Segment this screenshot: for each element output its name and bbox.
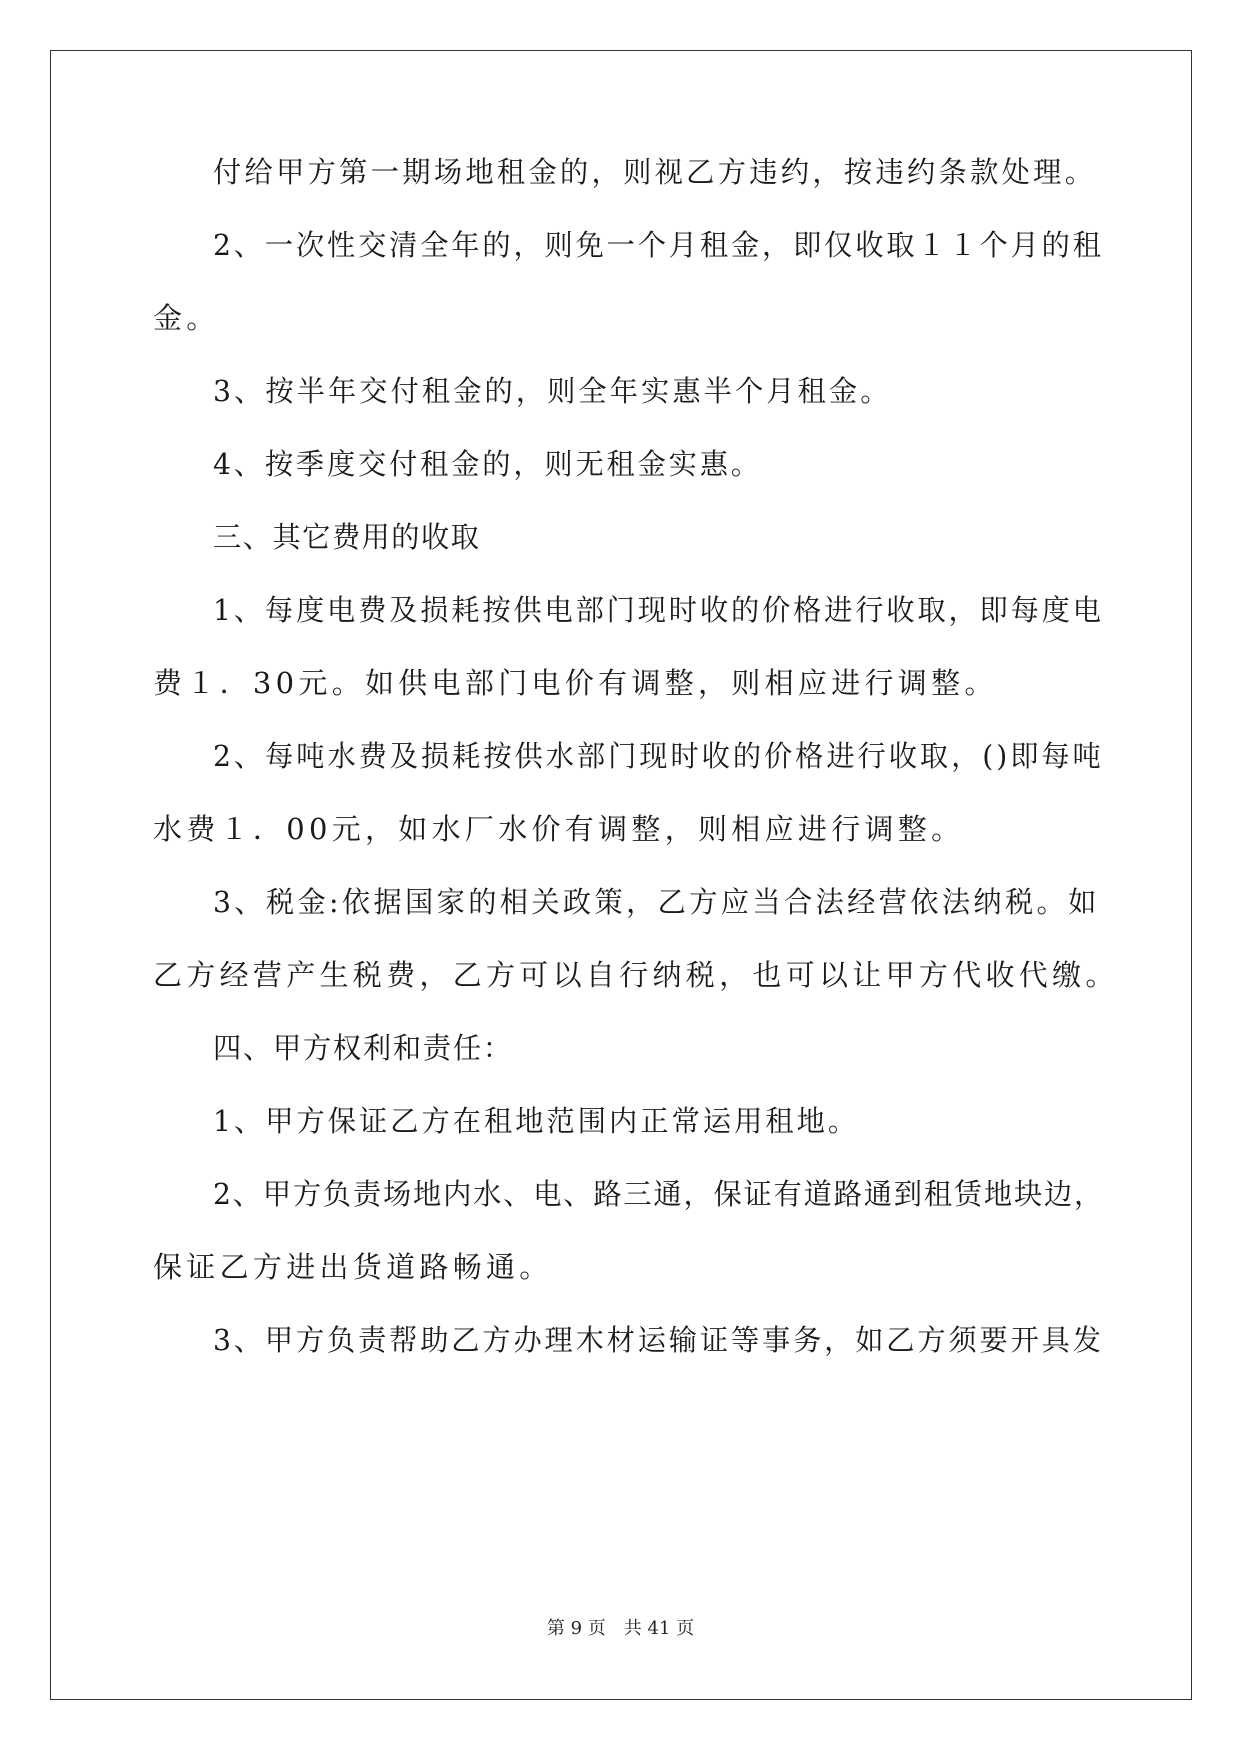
text-line: 2、甲方负责场地内水、电、路三通，保证有道路通到租赁地块边， [213, 1177, 1105, 1211]
text-line: 保证乙方进出货道路畅通。 [153, 1250, 553, 1284]
text-line: 金。 [153, 301, 220, 335]
text-line: 3、甲方负责帮助乙方办理木材运输证等事务，如乙方须要开具发 [213, 1323, 1104, 1357]
text-line: 费１．30元。如供电部门电价有调整，则相应进行调整。 [153, 666, 998, 700]
text-line: 1、甲方保证乙方在租地范围内正常运用租地。 [213, 1104, 860, 1138]
text-line: 2、每吨水费及损耗按供水部门现时收的价格进行收取，()即每吨 [213, 739, 1104, 773]
text-line: 4、按季度交付租金的，则无租金实惠。 [213, 447, 762, 481]
text-line: 3、税金:依据国家的相关政策，乙方应当合法经营依法纳税。如 [213, 885, 1100, 919]
text-line: 乙方经营产生税费，乙方可以自行纳税，也可以让甲方代收代缴。 [153, 958, 1119, 992]
section-heading: 四、甲方权利和责任： [213, 1031, 513, 1065]
text-line: 水费１．00元，如水厂水价有调整，则相应进行调整。 [153, 812, 965, 846]
text-line: 2、一次性交清全年的，则免一个月租金，即仅收取１１个月的租 [213, 228, 1104, 262]
section-heading: 三、其它费用的收取 [213, 520, 481, 554]
text-line: 1、每度电费及损耗按供电部门现时收的价格进行收取，即每度电 [213, 593, 1104, 627]
text-line: 3、按半年交付租金的，则全年实惠半个月租金。 [213, 374, 892, 408]
text-line: 付给甲方第一期场地租金的，则视乙方违约，按违约条款处理。 [213, 155, 1097, 189]
page-number-footer: 第 9 页 共 41 页 [546, 1618, 695, 1639]
